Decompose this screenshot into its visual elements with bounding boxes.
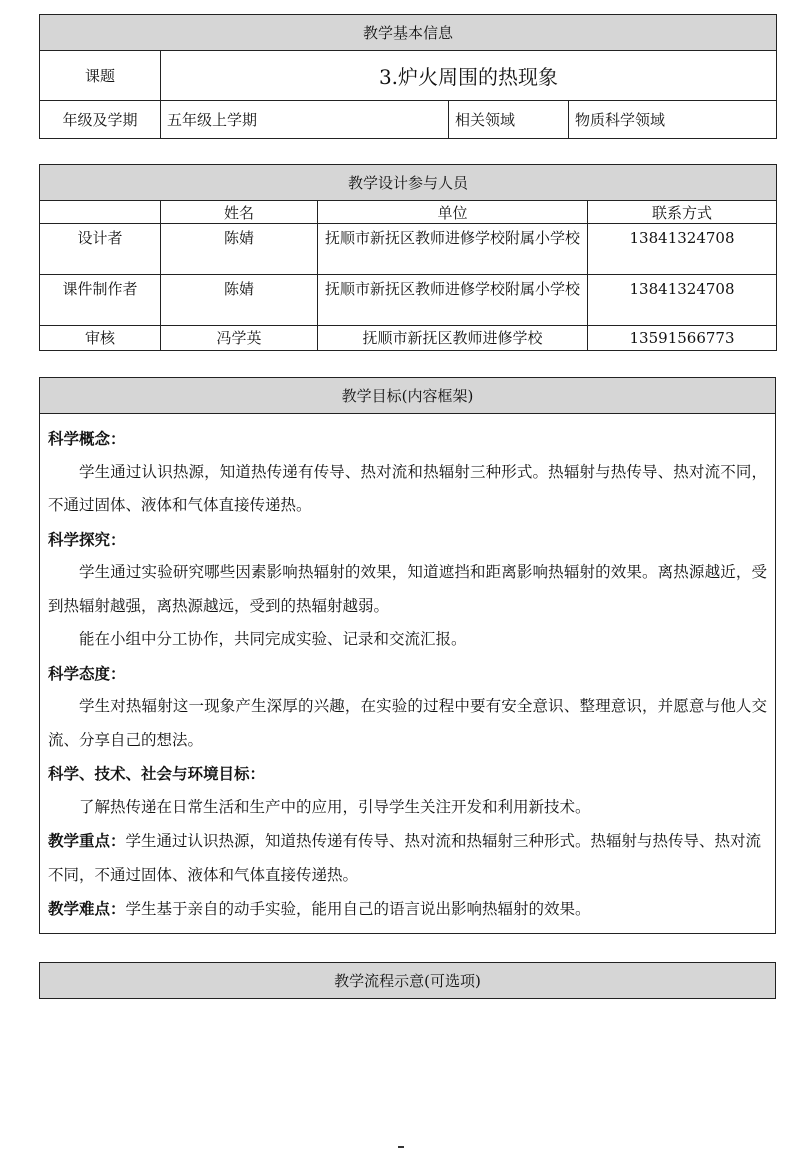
table-row	[40, 326, 777, 351]
grade-label: 年级及学期	[40, 101, 161, 139]
contact-cell: 13841324708	[588, 224, 777, 275]
inquiry-text: 学生通过实验研究哪些因素影响热辐射的效果，知道遮挡和距离影响热辐射的效果。离热源越近，受到热辐射越强，离热源越远，受到的热辐射越弱。	[48, 563, 767, 615]
goals-header: 教学目标(内容框架)	[40, 378, 776, 414]
inquiry-text-2: 能在小组中分工协作，共同完成实验、记录和交流汇报。	[79, 630, 467, 648]
basic-info-header: 教学基本信息	[40, 15, 777, 51]
page-mark	[398, 1146, 404, 1148]
role-cell: 审核	[40, 326, 161, 351]
attitude-heading: 科学态度：	[48, 663, 126, 683]
concept-heading: 科学概念：	[48, 429, 126, 448]
attitude-text: 学生对热辐射这一现象产生深厚的兴趣，在实验的过程中要有安全意识、整理意识，并愿意与他人交流、分享自己的想法。	[48, 697, 767, 749]
inquiry-heading: 科学探究：	[48, 529, 126, 549]
field-label: 相关领域	[449, 101, 569, 139]
column-header-contact: 联系方式	[588, 201, 777, 224]
unit-cell: 抚顺市新抚区教师进修学校附属小学校	[318, 224, 588, 275]
name-cell: 冯学英	[161, 326, 318, 351]
key-point-text: 学生通过认识热源，知道热传递有传导、热对流和热辐射三种形式。热辐射与热传导、热对流不同，不通过固体、液体和气体直接传递热。	[48, 832, 762, 884]
topic-label: 课题	[40, 51, 161, 101]
sts-text: 了解热传递在日常生活和生产中的应用，引导学生关注开发和利用新技术。	[79, 797, 591, 816]
role-cell: 设计者	[40, 224, 161, 275]
flow-header: 教学流程示意(可选项)	[40, 963, 776, 999]
role-cell: 课件制作者	[40, 275, 161, 326]
goals-table	[39, 377, 776, 934]
column-header-name: 姓名	[161, 201, 318, 224]
difficulty	[48, 892, 767, 927]
contact-cell: 13841324708	[588, 275, 777, 326]
contact-cell: 13591566773	[588, 326, 777, 351]
name-cell: 陈婧	[161, 224, 318, 275]
table-row	[40, 275, 777, 326]
concept-text: 学生通过认识热源，知道热传递有传导、热对流和热辐射三种形式。热辐射与热传导、热对流不同，不通过固体、液体和气体直接传递热。	[48, 462, 767, 514]
participants-header: 教学设计参与人员	[40, 165, 777, 201]
column-header	[40, 201, 161, 224]
flow-table	[39, 962, 776, 999]
key-point-label: 教学重点：	[48, 831, 126, 850]
grade-value: 五年级上学期	[161, 101, 449, 139]
key-point	[48, 824, 767, 892]
goals-content	[40, 414, 776, 934]
unit-cell: 抚顺市新抚区教师进修学校附属小学校	[318, 275, 588, 326]
field-value: 物质科学领域	[569, 101, 777, 139]
name-cell: 陈婧	[161, 275, 318, 326]
difficulty-text: 学生基于亲自的动手实验，能用自己的语言说出影响热辐射的效果。	[125, 900, 591, 918]
sts-heading: 科学、技术、社会与环境目标：	[48, 764, 266, 783]
lesson-title: 3.炉火周围的热现象	[161, 51, 777, 101]
basic-info-table	[39, 14, 777, 139]
difficulty-label: 教学难点：	[48, 899, 126, 918]
unit-cell: 抚顺市新抚区教师进修学校	[318, 326, 588, 351]
table-row	[40, 224, 777, 275]
column-header-unit: 单位	[318, 201, 588, 224]
participants-table	[39, 164, 777, 351]
